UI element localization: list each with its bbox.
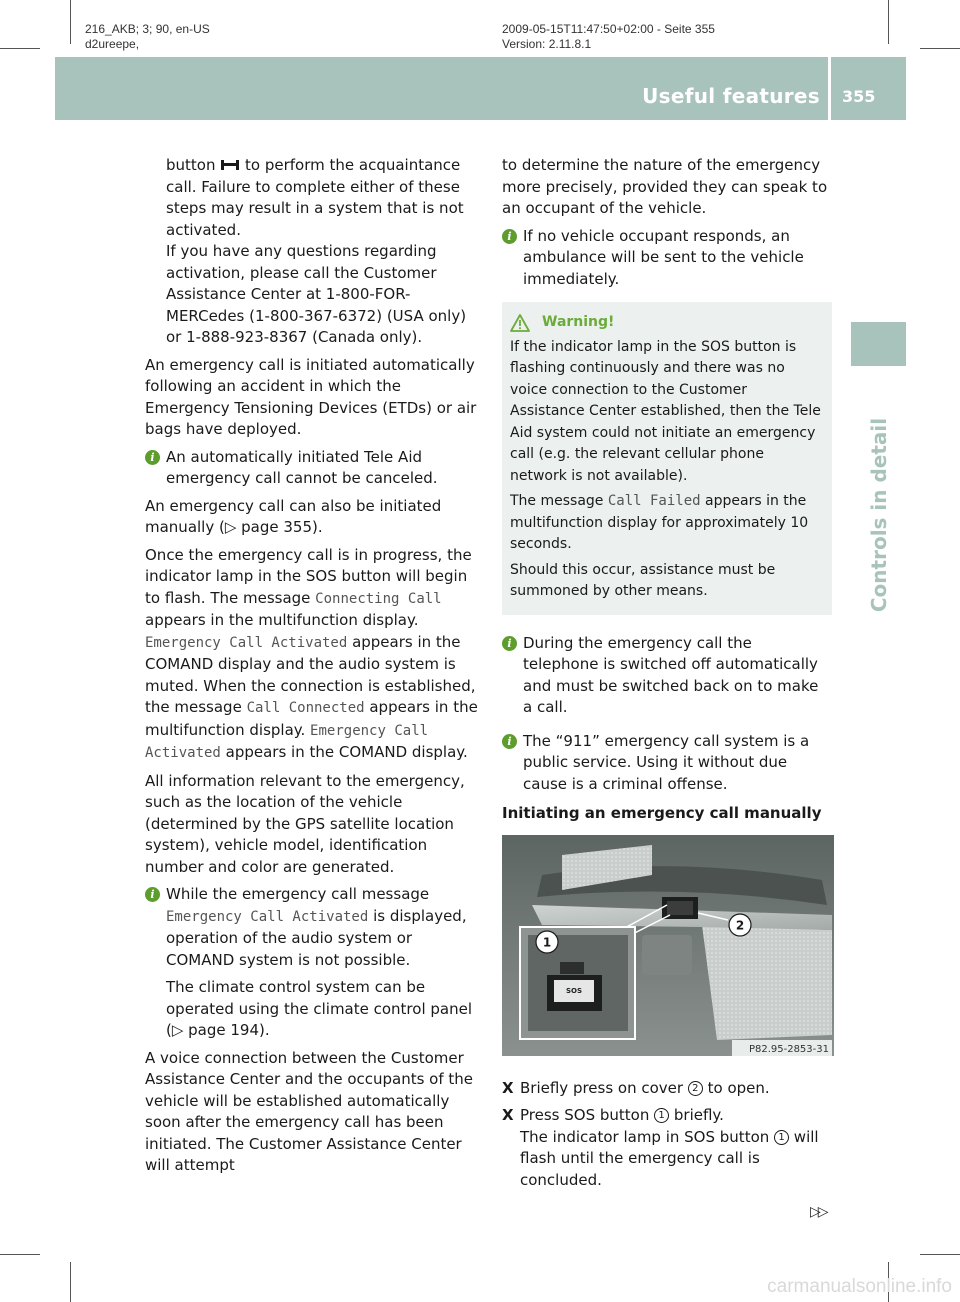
info-note: i If no vehicle occupant responds, an ambulance will be sent to the vehicle immediately.: [502, 226, 832, 291]
display-message: Emergency Call Activated: [145, 634, 348, 651]
display-message: Emergency Call Activated: [145, 722, 429, 761]
paragraph: Once the emergency call is in progress, the indicator lamp in the SOS button will begin to flash. The message Connecting Call appears in the multifunction display. Emergency Call Activated appears in the COMAND display and the audio system is muted. When the connection is established, the message Call Connected appears in the multifunction display. Emergency Call Activated appears in the COMAND display.: [145, 545, 478, 761]
phone-key-icon: [220, 158, 240, 172]
callout-ref: 2: [688, 1081, 703, 1096]
print-meta-right-line2: Version: 2.11.8.1: [502, 37, 592, 51]
crop-mark: [70, 0, 71, 44]
info-icon: i: [502, 229, 517, 244]
callout-1: 1: [542, 935, 552, 949]
action-arrow-icon: X: [502, 1106, 514, 1124]
page-number: 355: [842, 87, 876, 106]
crop-mark: [888, 0, 889, 44]
info-note: i The “911” emergency call system is a public service. Using it without due cause is a criminal offense.: [502, 731, 832, 796]
side-tab-label: [852, 370, 906, 660]
paragraph: The climate control system can be operated using the climate control panel (▷ page 194).: [166, 978, 472, 1039]
warning-title: Warning!: [542, 314, 615, 330]
paragraph: to determine the nature of the emergency more precisely, provided they can speak to an occupant of the vehicle.: [502, 156, 828, 217]
sos-button-label: SOS: [565, 986, 583, 995]
info-icon: i: [502, 734, 517, 749]
action-result: The indicator lamp in SOS button 1 will flash until the emergency call is concluded.: [520, 1127, 819, 1189]
side-tab-marker: [851, 322, 906, 366]
overhead-control-photo: [502, 835, 834, 1056]
display-message: Call Connected: [246, 700, 365, 716]
warning-paragraph: If the indicator lamp in the SOS button is flashing continuously and there was no voice connection to the Customer Assistance Center established, then the Tele Aid system could not initiate an emergency call (e.g. the relevant cellular phone network is not available).: [510, 338, 821, 484]
info-note: i During the emergency call the telephone is switched off automatically and must be switched back on to make a call.: [502, 633, 832, 719]
header-divider: [828, 57, 831, 120]
action-step: X Briefly press on cover 2 to open.: [502, 1078, 832, 1100]
info-note: i An automatically initiated Tele Aid emergency call cannot be canceled.: [145, 447, 483, 490]
info-icon: i: [145, 887, 160, 902]
photo-illustration: [502, 835, 834, 1056]
print-meta-left-line2: d2ureepe,: [85, 37, 140, 51]
warning-paragraph: Should this occur, assistance must be summoned by other means.: [510, 561, 776, 599]
next-page-indicator: ▷▷: [810, 1204, 826, 1220]
paragraph: An emergency call can also be initiated manually (▷ page 355).: [145, 496, 442, 536]
info-icon: i: [502, 636, 517, 651]
side-tab-text: Controls in detail: [867, 417, 891, 613]
info-icon: i: [145, 450, 160, 465]
callout-ref: 1: [654, 1108, 669, 1123]
warning-box: [502, 302, 832, 615]
watermark: carmanualsonline.info: [767, 1276, 952, 1297]
display-message: Call Failed: [607, 493, 701, 509]
paragraph: An emergency call is initiated automatically following an accident in which the Emergency Tensioning Devices (ETDs) or air bags have deployed.: [145, 355, 477, 438]
paragraph: If you have any questions regarding activation, please call the Customer Assistance Center at 1-800-FOR-MERCedes (1-800-367-6372) (USA only) or 1-888-923-8367 (Canada only).: [166, 242, 467, 346]
crop-mark: [920, 1254, 960, 1255]
display-message: Connecting Call: [315, 590, 442, 607]
crop-mark: [0, 1254, 40, 1255]
action-step: X Press SOS button 1 briefly.: [502, 1105, 832, 1127]
crop-mark: [0, 48, 40, 49]
section-heading: Initiating an emergency call manually: [502, 804, 822, 822]
callout-ref: 1: [774, 1130, 789, 1145]
action-arrow-icon: X: [502, 1078, 514, 1097]
image-code: P82.95-2853-31: [748, 1043, 829, 1055]
display-message: Emergency Call Activated: [166, 908, 369, 925]
warning-header: [510, 312, 824, 334]
crop-mark: [920, 48, 960, 49]
section-title: Useful features: [642, 84, 820, 108]
callout-2: 2: [735, 918, 745, 932]
print-meta-left: [85, 22, 210, 52]
right-column: [502, 155, 832, 1197]
print-meta-right: [502, 22, 715, 52]
info-note: i While the emergency call message Emergency Call Activated is displayed, operation of the audio system or COMAND system is not possible.: [145, 884, 483, 971]
print-meta-right-line1: 2009-05-15T11:47:50+02:00 - Seite 355: [502, 22, 715, 36]
left-column: [145, 155, 483, 1183]
warning-paragraph: The message Call Failed appears in the multifunction display for approximately 10 seconds.: [510, 493, 809, 552]
paragraph: All information relevant to the emergency, such as the location of the vehicle (determined by the GPS satellite location system), vehicle model, identification number and color are generated.: [145, 771, 465, 876]
paragraph: button to perform the acquaintance call. Failure to complete either of these steps may result in a system that is not activated.: [166, 156, 464, 239]
warning-triangle-icon: [510, 314, 530, 332]
paragraph: A voice connection between the Customer Assistance Center and the occupants of the vehicle will be established automatically soon after the emergency call has been initiated. The Customer Assistance Center will attempt: [145, 1048, 474, 1174]
print-meta-left-line1: 216_AKB; 3; 90, en-US: [85, 22, 210, 36]
